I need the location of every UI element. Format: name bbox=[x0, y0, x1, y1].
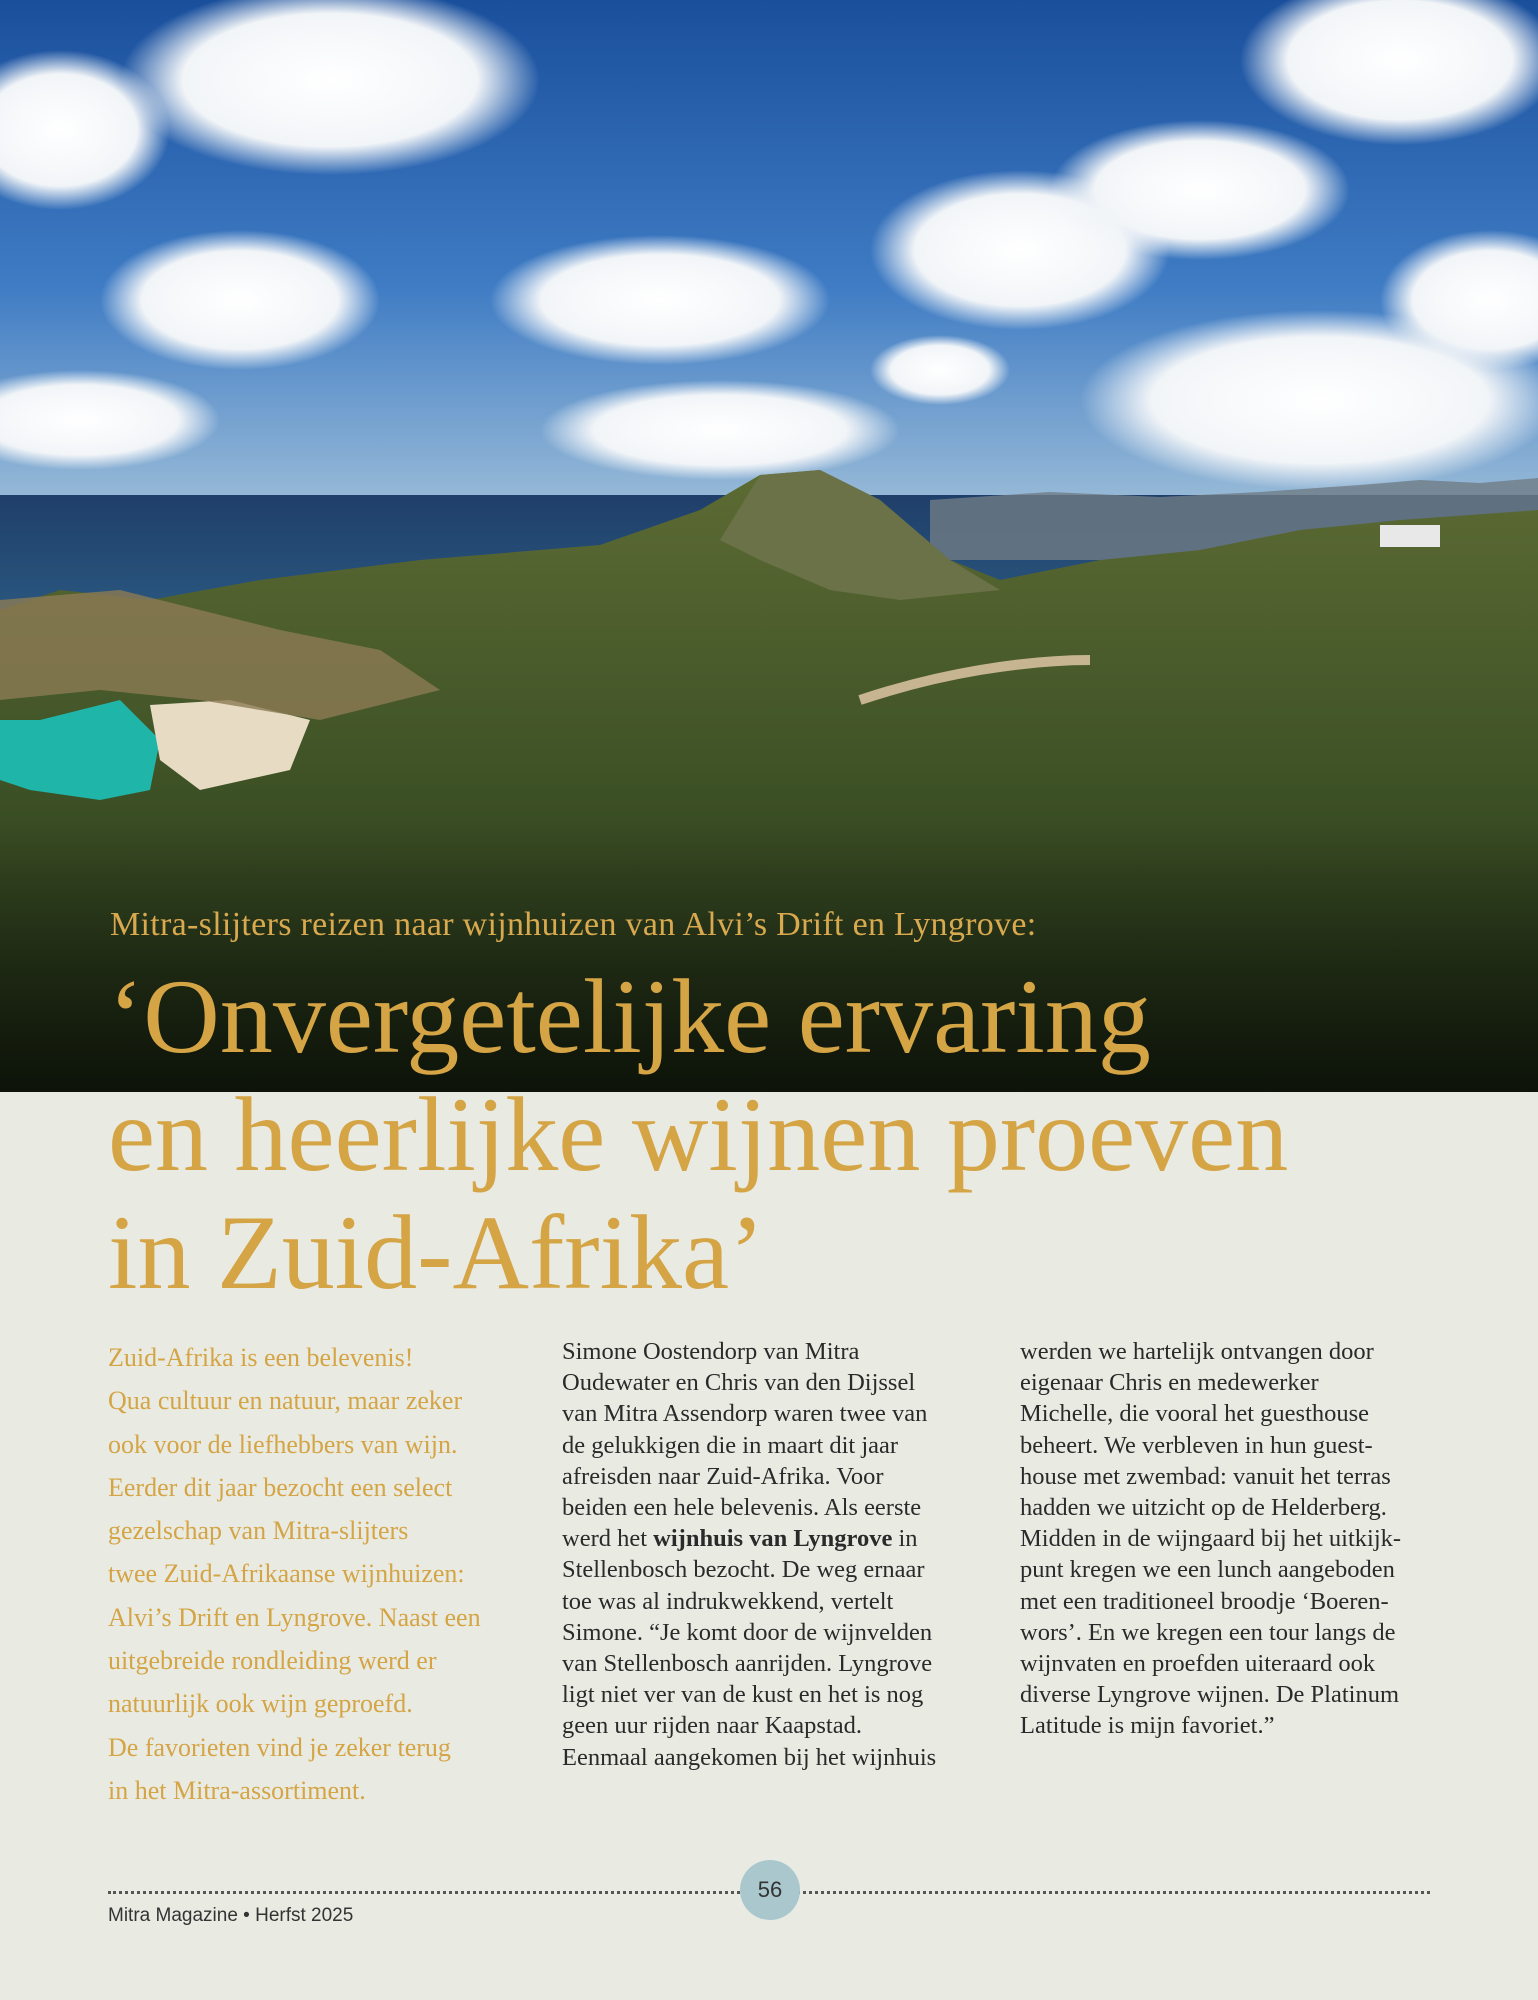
body-line-with-bold bbox=[562, 1523, 982, 1554]
page-number-badge: 56 bbox=[740, 1860, 800, 1920]
body-column-2 bbox=[1020, 1336, 1440, 1742]
body-line: punt kregen we een lunch aangeboden bbox=[1020, 1556, 1395, 1584]
intro-line: Qua cultuur en natuur, maar zeker bbox=[108, 1386, 463, 1416]
body-line: wors’. En we kregen een tour langs de bbox=[1020, 1618, 1396, 1646]
body-line: Stellenbosch bezocht. De weg ernaar bbox=[562, 1556, 925, 1584]
headline-line: in Zuid-Afrika’ bbox=[108, 1194, 765, 1311]
body-line: Michelle, die vooral het guesthouse bbox=[1020, 1400, 1370, 1428]
body-line: Simone. “Je komt door de wijnvelden bbox=[562, 1618, 933, 1646]
intro-line: uitgebreide rondleiding werd er bbox=[108, 1646, 437, 1676]
body-line: Latitude is mijn favoriet.” bbox=[1020, 1712, 1275, 1740]
body-line: beheert. We verbleven in hun guest- bbox=[1020, 1431, 1373, 1459]
intro-line: Zuid-Afrika is een belevenis! bbox=[108, 1343, 414, 1372]
intro-line: ook voor de liefhebbers van wijn. bbox=[108, 1429, 458, 1459]
intro-line: De favorieten vind je zeker terug bbox=[108, 1732, 451, 1762]
footer-magazine-title: Mitra Magazine • Herfst 2025 bbox=[108, 1905, 354, 1926]
body-line: werden we hartelijk ontvangen door bbox=[1020, 1338, 1374, 1365]
body-line: Midden in de wijngaard bij het uitkijk- bbox=[1020, 1525, 1402, 1553]
body-line: Oudewater en Chris van den Dijssel bbox=[562, 1369, 916, 1397]
headline-line: ‘Onvergetelijke ervaring bbox=[108, 958, 1151, 1075]
intro-column bbox=[108, 1336, 508, 1812]
body-line: house met zwembad: vanuit het terras bbox=[1020, 1462, 1391, 1490]
body-line: wijnvaten en proefden uiteraard ook bbox=[1020, 1650, 1376, 1678]
body-line: met een traditioneel broodje ‘Boeren- bbox=[1020, 1587, 1389, 1615]
article-headline bbox=[108, 958, 1528, 1312]
body-line: van Stellenbosch aanrijden. Lyngrove bbox=[562, 1650, 933, 1678]
guesthouse bbox=[1380, 525, 1440, 547]
body-line: Eenmaal aangekomen bij het wijnhuis bbox=[562, 1743, 937, 1771]
body-line: de gelukkigen die in maart dit jaar bbox=[562, 1431, 899, 1459]
body-line: beiden een hele belevenis. Als eerste bbox=[562, 1494, 922, 1522]
body-line: ligt niet ver van de kust en het is nog bbox=[562, 1681, 924, 1709]
intro-line: gezelschap van Mitra-slijters bbox=[108, 1516, 409, 1546]
intro-line: Eerder dit jaar bezocht een select bbox=[108, 1472, 453, 1502]
body-line: toe was al indrukwekkend, vertelt bbox=[562, 1587, 894, 1615]
intro-line: natuurlijk ook wijn geproefd. bbox=[108, 1689, 413, 1719]
headline-line: en heerlijke wijnen proeven bbox=[108, 1076, 1289, 1193]
intro-line: in het Mitra-assortiment. bbox=[108, 1775, 366, 1805]
intro-line: Alvi’s Drift en Lyngrove. Naast een bbox=[108, 1602, 481, 1632]
body-line: Simone Oostendorp van Mitra bbox=[562, 1338, 860, 1365]
body-column-1 bbox=[562, 1336, 982, 1773]
body-line: geen uur rijden naar Kaapstad. bbox=[562, 1712, 862, 1740]
body-line: afreisden naar Zuid-Afrika. Voor bbox=[562, 1462, 884, 1490]
body-text: in bbox=[892, 1525, 918, 1553]
article-kicker: Mitra-slijters reizen naar wijnhuizen van Alvi’s Drift en Lyngrove: bbox=[110, 906, 1037, 943]
body-line: diverse Lyngrove wijnen. De Platinum bbox=[1020, 1681, 1399, 1709]
body-line: van Mitra Assendorp waren twee van bbox=[562, 1400, 928, 1428]
body-line: hadden we uitzicht op de Helderberg. bbox=[1020, 1494, 1387, 1522]
bold-winery-name: wijnhuis van Lyngrove bbox=[653, 1525, 893, 1553]
body-line: eigenaar Chris en medewerker bbox=[1020, 1369, 1319, 1397]
body-text: werd het bbox=[562, 1525, 654, 1553]
intro-line: twee Zuid-Afrikaanse wijnhuizen: bbox=[108, 1559, 465, 1589]
